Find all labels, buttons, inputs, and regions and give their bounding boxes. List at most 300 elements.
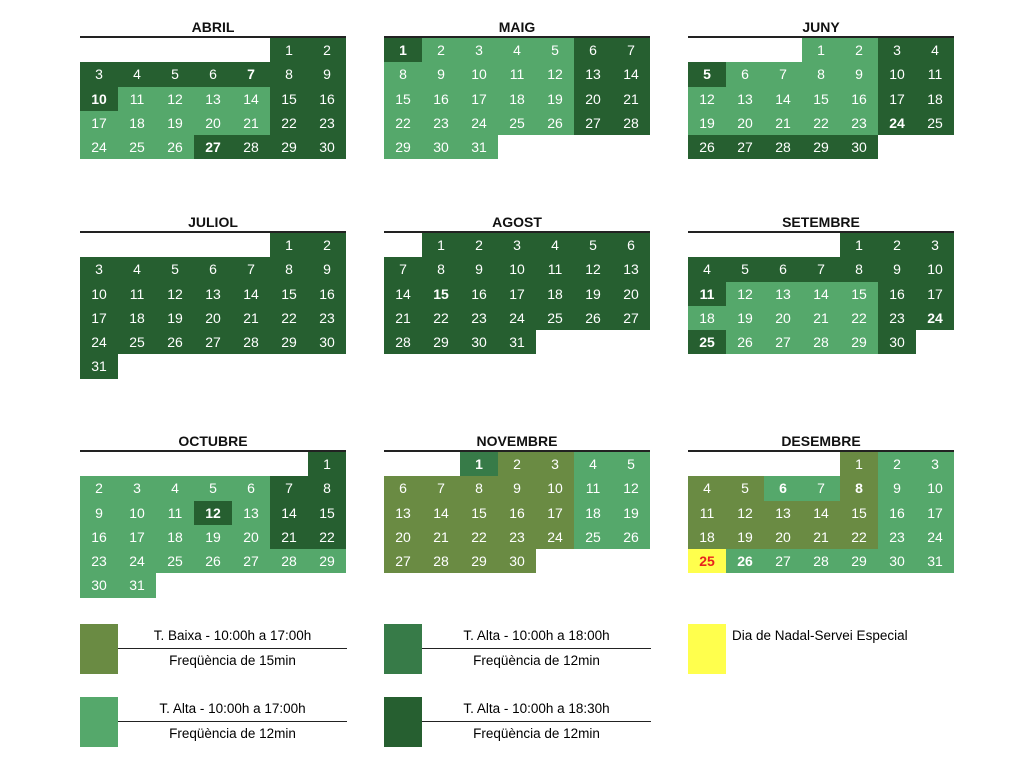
day-cell: 3 (878, 38, 916, 62)
day-cell: 1 (840, 452, 878, 476)
day-cell: 8 (270, 257, 308, 281)
day-cell: 6 (384, 476, 422, 500)
day-cell: 20 (764, 525, 802, 549)
empty-cell (80, 38, 118, 62)
day-cell: 12 (574, 257, 612, 281)
day-cell: 2 (878, 452, 916, 476)
empty-cell (878, 135, 916, 159)
day-cell: 9 (80, 501, 118, 525)
month-novembre (384, 430, 650, 573)
day-cell: 18 (118, 306, 156, 330)
day-cell: 10 (80, 87, 118, 111)
day-cell: 4 (118, 62, 156, 86)
day-cell: 23 (840, 111, 878, 135)
day-cell: 19 (194, 525, 232, 549)
empty-cell (384, 233, 422, 257)
empty-cell (232, 573, 270, 597)
day-cell: 1 (422, 233, 460, 257)
day-cell: 13 (726, 87, 764, 111)
day-cell: 29 (270, 135, 308, 159)
day-cell: 16 (80, 525, 118, 549)
month-setembre (688, 211, 954, 354)
day-cell: 28 (270, 549, 308, 573)
month-grid (80, 38, 346, 159)
day-cell: 4 (156, 476, 194, 500)
day-cell: 1 (840, 233, 878, 257)
day-cell: 8 (802, 62, 840, 86)
day-cell: 22 (840, 306, 878, 330)
day-cell: 11 (156, 501, 194, 525)
day-cell: 6 (574, 38, 612, 62)
day-cell: 6 (194, 62, 232, 86)
day-cell: 30 (878, 330, 916, 354)
day-cell: 22 (422, 306, 460, 330)
day-cell: 5 (156, 257, 194, 281)
day-cell: 23 (308, 111, 346, 135)
empty-cell (612, 549, 650, 573)
empty-cell (156, 354, 194, 378)
day-cell: 14 (384, 282, 422, 306)
empty-cell (498, 135, 536, 159)
day-cell: 30 (80, 573, 118, 597)
month-title: JUNY (688, 16, 954, 38)
empty-cell (726, 38, 764, 62)
day-cell: 26 (574, 306, 612, 330)
day-cell: 18 (688, 306, 726, 330)
day-cell: 21 (802, 306, 840, 330)
day-cell: 25 (156, 549, 194, 573)
legend-swatch (384, 624, 422, 674)
day-cell: 30 (308, 330, 346, 354)
day-cell: 7 (384, 257, 422, 281)
day-cell: 19 (688, 111, 726, 135)
day-cell: 2 (308, 38, 346, 62)
day-cell: 23 (878, 306, 916, 330)
month-title: NOVEMBRE (384, 430, 650, 452)
day-cell: 11 (688, 282, 726, 306)
day-cell: 2 (878, 233, 916, 257)
day-cell: 18 (156, 525, 194, 549)
month-grid (688, 38, 954, 159)
empty-cell (194, 573, 232, 597)
day-cell: 15 (460, 501, 498, 525)
day-cell: 6 (726, 62, 764, 86)
day-cell: 19 (156, 111, 194, 135)
legend-swatch (80, 624, 118, 674)
day-cell: 12 (194, 501, 232, 525)
day-cell: 7 (764, 62, 802, 86)
day-cell: 29 (802, 135, 840, 159)
day-cell: 19 (612, 501, 650, 525)
day-cell: 11 (498, 62, 536, 86)
day-cell: 10 (916, 476, 954, 500)
day-cell: 28 (232, 330, 270, 354)
empty-cell (726, 233, 764, 257)
day-cell: 5 (726, 257, 764, 281)
empty-cell (118, 233, 156, 257)
legend-nadal (688, 624, 958, 676)
day-cell: 7 (802, 476, 840, 500)
day-cell: 17 (916, 501, 954, 525)
empty-cell (384, 452, 422, 476)
day-cell: 30 (460, 330, 498, 354)
month-grid (384, 38, 650, 159)
empty-cell (194, 452, 232, 476)
day-cell: 1 (270, 233, 308, 257)
day-cell: 12 (688, 87, 726, 111)
day-cell: 13 (232, 501, 270, 525)
day-cell: 15 (802, 87, 840, 111)
day-cell: 15 (422, 282, 460, 306)
empty-cell (156, 573, 194, 597)
day-cell: 29 (308, 549, 346, 573)
day-cell: 4 (118, 257, 156, 281)
day-cell: 2 (80, 476, 118, 500)
day-cell: 10 (118, 501, 156, 525)
month-desembre (688, 430, 954, 573)
day-cell: 14 (422, 501, 460, 525)
day-cell: 12 (156, 282, 194, 306)
month-octubre (80, 430, 346, 598)
day-cell: 1 (270, 38, 308, 62)
day-cell: 16 (878, 282, 916, 306)
legend-alta-18 (384, 624, 654, 676)
day-cell: 11 (688, 501, 726, 525)
day-cell: 11 (916, 62, 954, 86)
day-cell: 10 (878, 62, 916, 86)
legend-alta-17 (80, 697, 350, 749)
day-cell: 28 (422, 549, 460, 573)
day-cell: 9 (460, 257, 498, 281)
month-title: ABRIL (80, 16, 346, 38)
empty-cell (536, 330, 574, 354)
day-cell: 14 (802, 501, 840, 525)
day-cell: 17 (460, 87, 498, 111)
day-cell: 3 (916, 233, 954, 257)
day-cell: 4 (688, 476, 726, 500)
empty-cell (574, 135, 612, 159)
day-cell: 6 (232, 476, 270, 500)
day-cell: 11 (536, 257, 574, 281)
day-cell: 1 (802, 38, 840, 62)
empty-cell (916, 330, 954, 354)
day-cell: 13 (194, 282, 232, 306)
legend-schedule: T. Baixa - 10:00h a 17:00h (118, 624, 347, 649)
day-cell: 15 (270, 87, 308, 111)
day-cell: 8 (270, 62, 308, 86)
day-cell: 24 (460, 111, 498, 135)
empty-cell (688, 452, 726, 476)
day-cell: 4 (536, 233, 574, 257)
day-cell: 25 (498, 111, 536, 135)
day-cell: 28 (802, 330, 840, 354)
day-cell: 21 (422, 525, 460, 549)
month-grid (80, 233, 346, 379)
day-cell: 4 (688, 257, 726, 281)
day-cell: 1 (308, 452, 346, 476)
empty-cell (422, 452, 460, 476)
day-cell: 29 (840, 549, 878, 573)
day-cell: 20 (612, 282, 650, 306)
day-cell: 24 (80, 330, 118, 354)
empty-cell (80, 452, 118, 476)
day-cell: 22 (460, 525, 498, 549)
day-cell: 7 (612, 38, 650, 62)
day-cell: 15 (840, 501, 878, 525)
empty-cell (726, 452, 764, 476)
day-cell: 13 (194, 87, 232, 111)
day-cell: 29 (460, 549, 498, 573)
day-cell: 12 (612, 476, 650, 500)
day-cell: 3 (80, 62, 118, 86)
empty-cell (308, 354, 346, 378)
legend-frequency: Freqüència de 15min (169, 653, 296, 668)
day-cell: 13 (764, 282, 802, 306)
day-cell: 18 (916, 87, 954, 111)
day-cell: 31 (460, 135, 498, 159)
day-cell: 21 (384, 306, 422, 330)
day-cell: 28 (232, 135, 270, 159)
day-cell: 28 (764, 135, 802, 159)
day-cell: 3 (460, 38, 498, 62)
day-cell: 17 (80, 111, 118, 135)
day-cell: 15 (840, 282, 878, 306)
day-cell: 4 (916, 38, 954, 62)
day-cell: 22 (840, 525, 878, 549)
day-cell: 24 (536, 525, 574, 549)
day-cell: 17 (536, 501, 574, 525)
empty-cell (194, 233, 232, 257)
empty-cell (612, 135, 650, 159)
empty-cell (764, 38, 802, 62)
empty-cell (802, 452, 840, 476)
day-cell: 16 (422, 87, 460, 111)
day-cell: 30 (498, 549, 536, 573)
day-cell: 31 (498, 330, 536, 354)
day-cell: 11 (118, 282, 156, 306)
empty-cell (232, 452, 270, 476)
day-cell: 9 (422, 62, 460, 86)
day-cell: 12 (156, 87, 194, 111)
day-cell: 3 (536, 452, 574, 476)
day-cell: 8 (384, 62, 422, 86)
day-cell: 24 (916, 525, 954, 549)
day-cell: 22 (308, 525, 346, 549)
day-cell: 18 (574, 501, 612, 525)
day-cell: 4 (574, 452, 612, 476)
day-cell: 27 (574, 111, 612, 135)
day-cell: 24 (878, 111, 916, 135)
day-cell: 16 (308, 282, 346, 306)
empty-cell (118, 38, 156, 62)
day-cell: 9 (878, 476, 916, 500)
day-cell: 7 (270, 476, 308, 500)
day-cell: 23 (460, 306, 498, 330)
day-cell: 13 (764, 501, 802, 525)
day-cell: 30 (422, 135, 460, 159)
day-cell: 23 (80, 549, 118, 573)
day-cell: 14 (802, 282, 840, 306)
legend-frequency: Freqüència de 12min (473, 726, 600, 741)
day-cell: 5 (194, 476, 232, 500)
day-cell: 30 (840, 135, 878, 159)
day-cell: 2 (308, 233, 346, 257)
day-cell: 3 (80, 257, 118, 281)
day-cell: 21 (764, 111, 802, 135)
day-cell: 25 (536, 306, 574, 330)
day-cell: 15 (384, 87, 422, 111)
legend-label: Dia de Nadal-Servei Especial (732, 628, 908, 643)
day-cell: 13 (574, 62, 612, 86)
month-title: MAIG (384, 16, 650, 38)
empty-cell (156, 452, 194, 476)
day-cell: 22 (270, 306, 308, 330)
day-cell: 17 (878, 87, 916, 111)
empty-cell (574, 330, 612, 354)
day-cell: 18 (536, 282, 574, 306)
day-cell: 29 (384, 135, 422, 159)
day-cell: 7 (422, 476, 460, 500)
day-cell: 14 (232, 87, 270, 111)
month-grid (384, 452, 650, 573)
day-cell: 29 (270, 330, 308, 354)
day-cell: 20 (574, 87, 612, 111)
day-cell: 20 (726, 111, 764, 135)
empty-cell (270, 573, 308, 597)
day-cell: 7 (232, 257, 270, 281)
month-title: JULIOL (80, 211, 346, 233)
day-cell: 26 (156, 330, 194, 354)
day-cell: 15 (308, 501, 346, 525)
day-cell: 26 (536, 111, 574, 135)
legend-swatch (688, 624, 726, 674)
month-juny (688, 16, 954, 159)
day-cell: 3 (498, 233, 536, 257)
day-cell: 5 (612, 452, 650, 476)
day-cell: 14 (764, 87, 802, 111)
month-title: OCTUBRE (80, 430, 346, 452)
legend-frequency: Freqüència de 12min (169, 726, 296, 741)
day-cell: 27 (194, 330, 232, 354)
day-cell: 9 (878, 257, 916, 281)
day-cell: 17 (118, 525, 156, 549)
day-cell: 27 (764, 549, 802, 573)
day-cell: 12 (726, 501, 764, 525)
legend-baixa (80, 624, 350, 676)
day-cell: 19 (536, 87, 574, 111)
day-cell: 6 (612, 233, 650, 257)
day-cell: 25 (688, 549, 726, 573)
legend-schedule: T. Alta - 10:00h a 18:00h (422, 624, 651, 649)
day-cell: 9 (498, 476, 536, 500)
day-cell: 9 (308, 257, 346, 281)
day-cell: 22 (270, 111, 308, 135)
day-cell: 2 (840, 38, 878, 62)
day-cell: 30 (308, 135, 346, 159)
day-cell: 3 (916, 452, 954, 476)
day-cell: 27 (612, 306, 650, 330)
day-cell: 10 (536, 476, 574, 500)
empty-cell (536, 135, 574, 159)
empty-cell (80, 233, 118, 257)
month-grid (688, 233, 954, 354)
day-cell: 12 (536, 62, 574, 86)
day-cell: 27 (384, 549, 422, 573)
day-cell: 25 (574, 525, 612, 549)
legend-frequency: Freqüència de 12min (473, 653, 600, 668)
day-cell: 25 (118, 330, 156, 354)
day-cell: 14 (612, 62, 650, 86)
empty-cell (764, 233, 802, 257)
day-cell: 14 (232, 282, 270, 306)
day-cell: 31 (916, 549, 954, 573)
day-cell: 26 (688, 135, 726, 159)
day-cell: 10 (460, 62, 498, 86)
day-cell: 9 (308, 62, 346, 86)
day-cell: 1 (384, 38, 422, 62)
day-cell: 17 (80, 306, 118, 330)
day-cell: 13 (612, 257, 650, 281)
day-cell: 23 (498, 525, 536, 549)
month-maig (384, 16, 650, 159)
day-cell: 4 (498, 38, 536, 62)
day-cell: 21 (232, 306, 270, 330)
day-cell: 25 (118, 135, 156, 159)
empty-cell (916, 135, 954, 159)
day-cell: 20 (194, 306, 232, 330)
day-cell: 7 (802, 257, 840, 281)
day-cell: 14 (270, 501, 308, 525)
day-cell: 28 (612, 111, 650, 135)
day-cell: 26 (726, 549, 764, 573)
day-cell: 25 (916, 111, 954, 135)
day-cell: 21 (802, 525, 840, 549)
empty-cell (688, 233, 726, 257)
day-cell: 2 (498, 452, 536, 476)
empty-cell (612, 330, 650, 354)
day-cell: 30 (878, 549, 916, 573)
day-cell: 8 (308, 476, 346, 500)
month-juliol (80, 211, 346, 379)
day-cell: 20 (232, 525, 270, 549)
empty-cell (156, 38, 194, 62)
legend-swatch (80, 697, 118, 747)
empty-cell (688, 38, 726, 62)
legend-swatch (384, 697, 422, 747)
day-cell: 5 (156, 62, 194, 86)
empty-cell (270, 354, 308, 378)
day-cell: 18 (498, 87, 536, 111)
empty-cell (308, 573, 346, 597)
month-agost (384, 211, 650, 354)
day-cell: 8 (840, 257, 878, 281)
day-cell: 19 (574, 282, 612, 306)
day-cell: 6 (764, 476, 802, 500)
day-cell: 20 (764, 306, 802, 330)
month-title: DESEMBRE (688, 430, 954, 452)
day-cell: 3 (118, 476, 156, 500)
day-cell: 16 (460, 282, 498, 306)
day-cell: 24 (498, 306, 536, 330)
day-cell: 16 (878, 501, 916, 525)
day-cell: 21 (232, 111, 270, 135)
day-cell: 29 (422, 330, 460, 354)
day-cell: 15 (270, 282, 308, 306)
day-cell: 24 (118, 549, 156, 573)
day-cell: 18 (118, 111, 156, 135)
day-cell: 28 (802, 549, 840, 573)
day-cell: 27 (764, 330, 802, 354)
